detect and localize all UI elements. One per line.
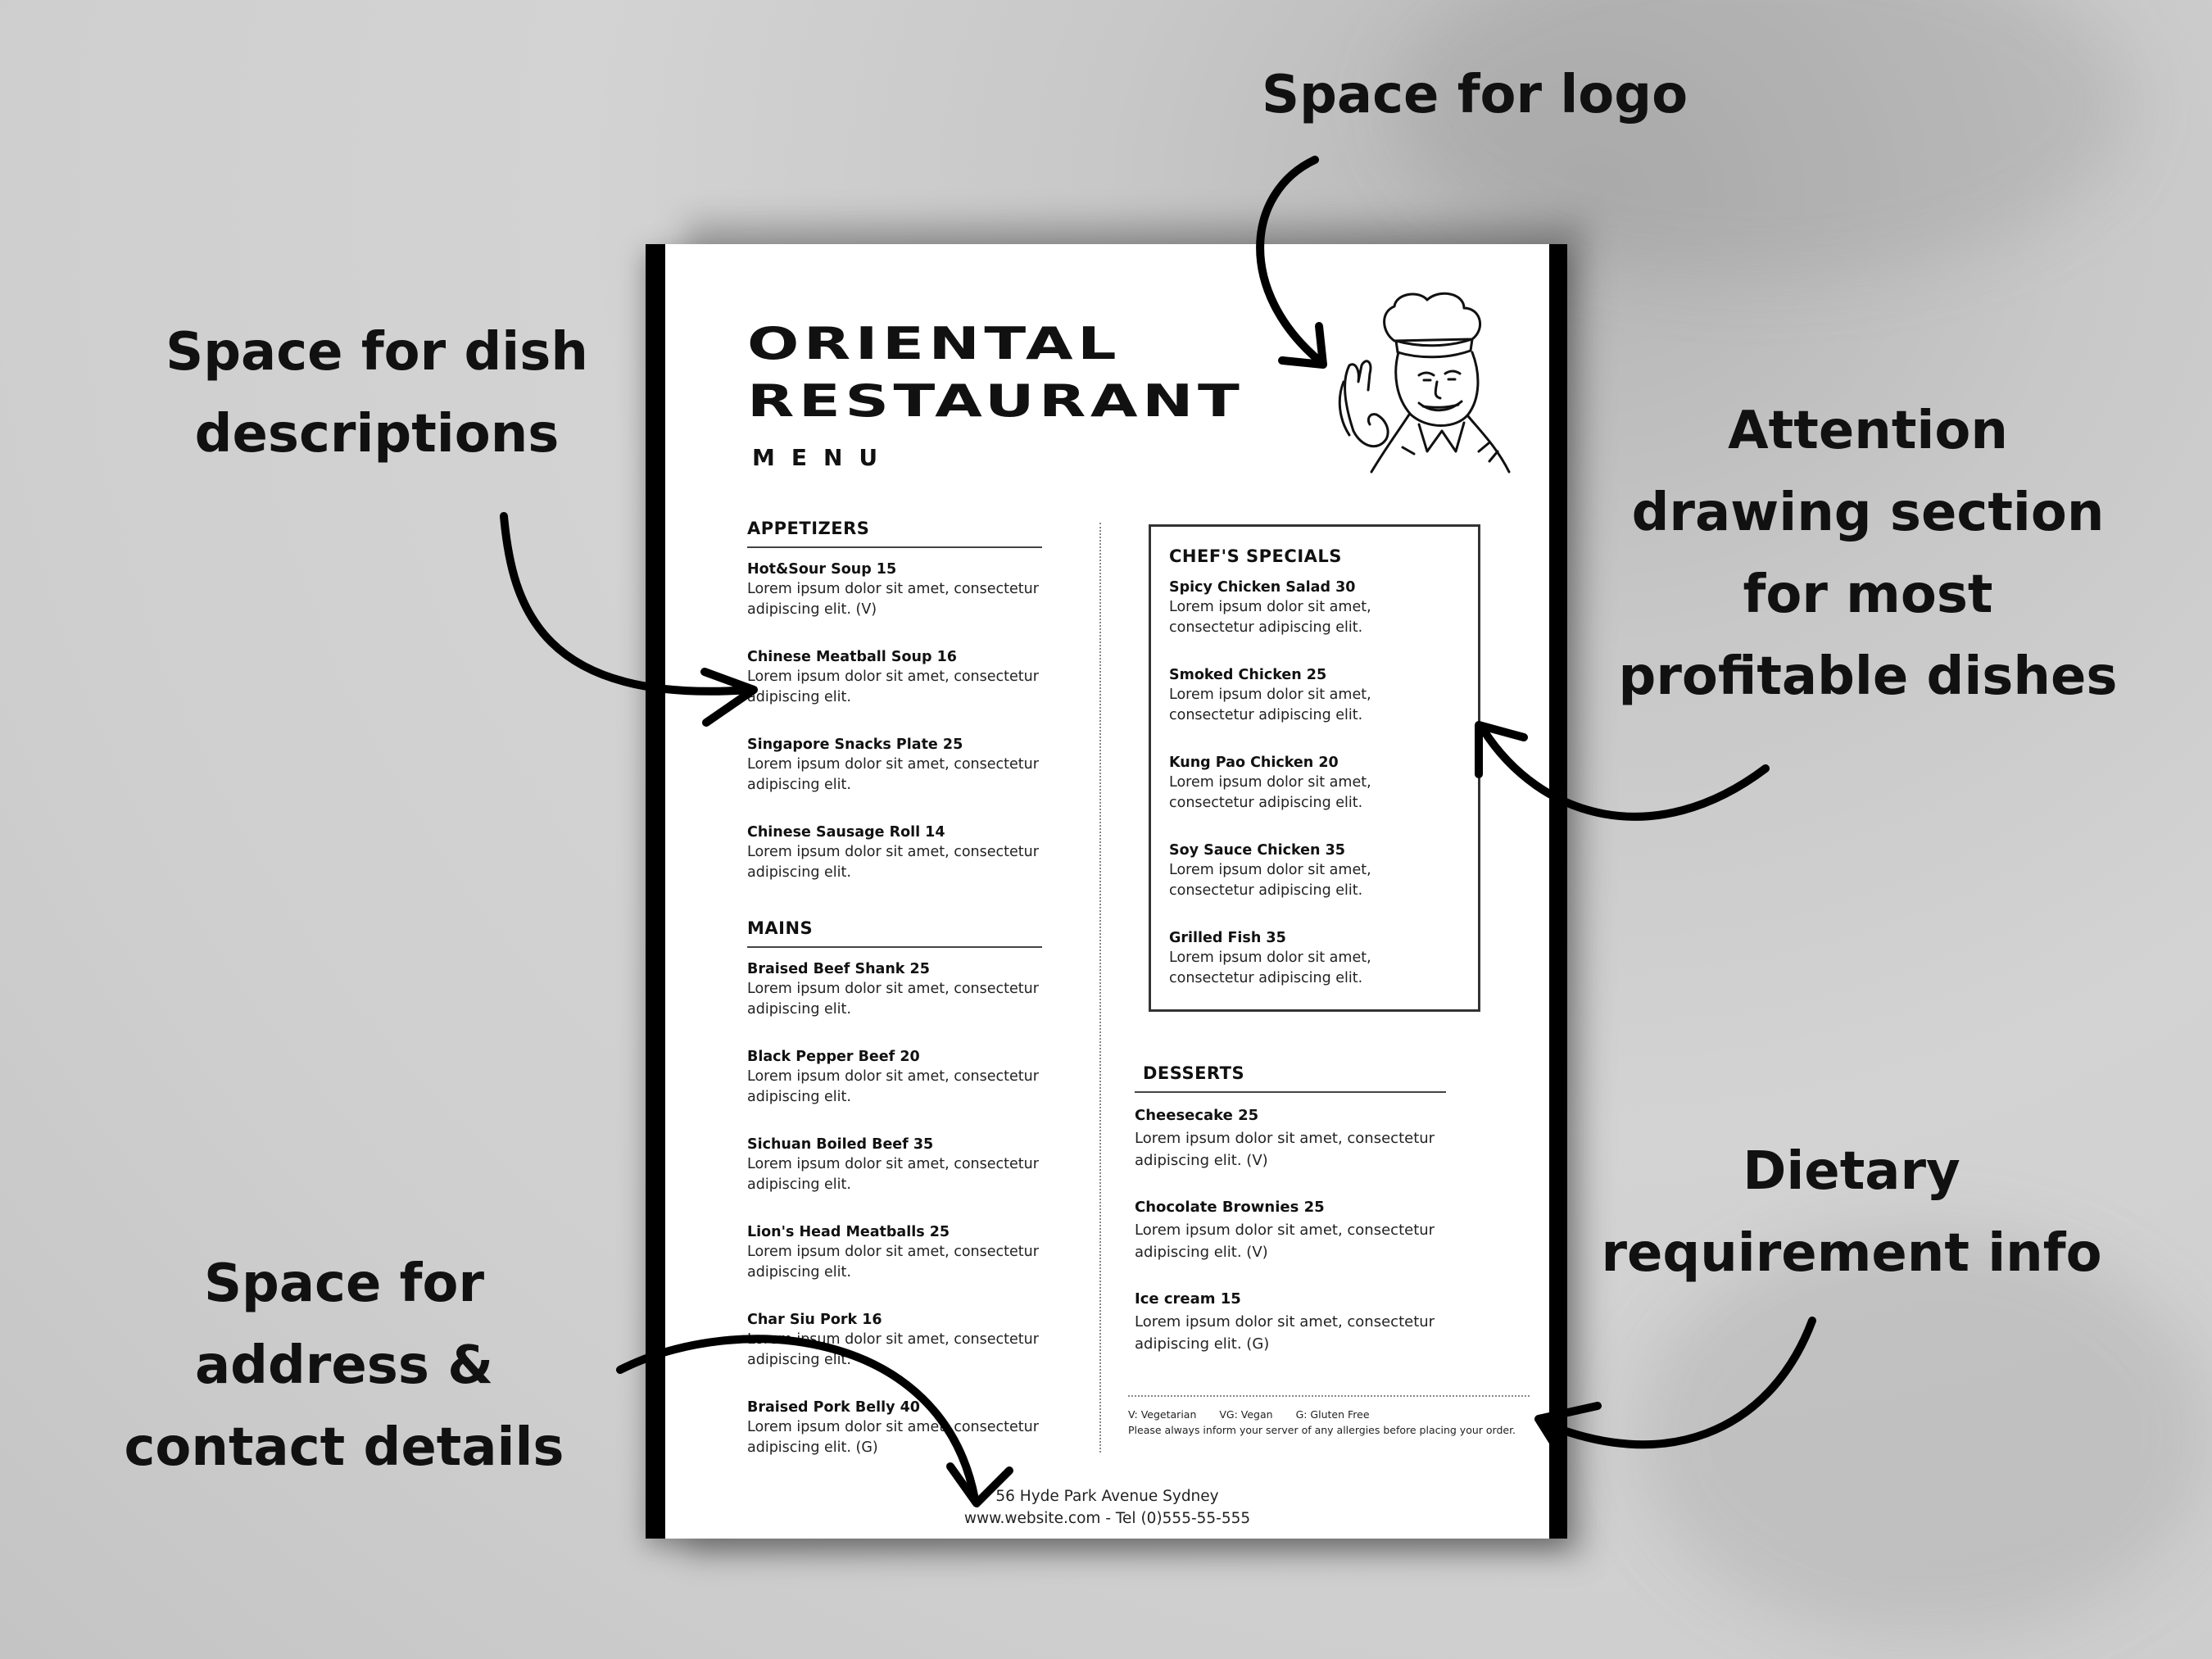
item-name: Char Siu Pork 16	[747, 1312, 882, 1328]
column-divider	[1099, 523, 1101, 1453]
item-name: Soy Sauce Chicken 35	[1169, 842, 1345, 859]
item-description: Lorem ipsum dolor sit amet, consectetur adipiscing elit.	[1169, 862, 1371, 899]
item-name: Chinese Meatball Soup 16	[747, 649, 957, 665]
menu-item	[747, 735, 1042, 796]
allergy-note: Please always inform your server of any allergies before placing your order.	[1128, 1424, 1516, 1436]
mains-heading: MAINS	[747, 918, 1042, 948]
dietary-keys	[1128, 1407, 1530, 1422]
item-name: Singapore Snacks Plate 25	[747, 737, 963, 753]
callout-attention: Attention drawing section for most profitable dishes	[1618, 401, 2118, 707]
menu-item	[747, 1222, 1042, 1283]
menu-item	[1169, 928, 1460, 989]
mains-section	[747, 918, 1042, 1485]
callout-logo: Space for logo	[1261, 65, 1688, 125]
item-description: Lorem ipsum dolor sit amet, consectetur adipiscing elit.	[747, 1244, 1039, 1281]
item-name: Braised Pork Belly 40	[747, 1399, 920, 1416]
chef-logo-icon	[1304, 283, 1517, 488]
desserts-heading: DESSERTS	[1135, 1063, 1446, 1093]
menu-item	[1169, 841, 1460, 901]
item-description: Lorem ipsum dolor sit amet, consectetur adipiscing elit.	[1169, 950, 1371, 986]
dietary-key: VG: Vegan	[1219, 1408, 1273, 1421]
menu-item	[1135, 1288, 1446, 1355]
item-name: Chocolate Brownies 25	[1135, 1199, 1325, 1216]
menu-item	[747, 560, 1042, 620]
menu-item	[1135, 1196, 1446, 1263]
dietary-key: G: Gluten Free	[1295, 1408, 1370, 1421]
menu-item	[1169, 665, 1460, 726]
item-description: Lorem ipsum dolor sit amet, consectetur adipiscing elit. (V)	[1135, 1130, 1435, 1169]
item-description: Lorem ipsum dolor sit amet, consectetur adipiscing elit. (V)	[747, 581, 1039, 618]
item-description: Lorem ipsum dolor sit amet, consectetur adipiscing elit. (V)	[1135, 1222, 1435, 1261]
item-name: Ice cream 15	[1135, 1290, 1241, 1308]
item-name: Hot&Sour Soup 15	[747, 561, 897, 578]
item-description: Lorem ipsum dolor sit amet, consectetur adipiscing elit.	[747, 669, 1039, 705]
chefs-specials-box	[1149, 524, 1480, 1012]
menu-item	[747, 1310, 1042, 1371]
dietary-key: V: Vegetarian	[1128, 1408, 1197, 1421]
item-name: Kung Pao Chicken 20	[1169, 755, 1339, 771]
item-description: Lorem ipsum dolor sit amet, consectetur adipiscing elit.	[1169, 687, 1371, 723]
item-description: Lorem ipsum dolor sit amet, consectetur adipiscing elit.	[1169, 599, 1371, 636]
menu-subtitle: MENU	[752, 444, 895, 471]
item-description: Lorem ipsum dolor sit amet, consectetur adipiscing elit.	[747, 981, 1039, 1018]
item-description: Lorem ipsum dolor sit amet, consectetur adipiscing elit.	[747, 756, 1039, 793]
item-name: Chinese Sausage Roll 14	[747, 824, 945, 841]
specials-heading: CHEF'S SPECIALS	[1169, 546, 1342, 566]
menu-item	[747, 1398, 1042, 1458]
item-name: Sichuan Boiled Beef 35	[747, 1136, 934, 1153]
callout-dish-descriptions: Space for dish descriptions	[165, 322, 588, 465]
item-description: Lorem ipsum dolor sit amet, consectetur adipiscing elit.	[747, 844, 1039, 881]
item-name: Braised Beef Shank 25	[747, 961, 930, 977]
restaurant-title: ORIENTAL RESTAURANT	[747, 318, 1244, 427]
item-name: Black Pepper Beef 20	[747, 1049, 920, 1065]
menu-item	[1135, 1104, 1446, 1172]
item-description: Lorem ipsum dolor sit amet, consectetur adipiscing elit.	[747, 1156, 1039, 1193]
address-line: 56 Hyde Park Avenue Sydney	[995, 1488, 1219, 1505]
item-name: Lion's Head Meatballs 25	[747, 1224, 950, 1240]
menu-item	[747, 647, 1042, 708]
item-description: Lorem ipsum dolor sit amet, consectetur adipiscing elit.	[747, 1068, 1039, 1105]
menu-item	[747, 823, 1042, 883]
menu-item	[747, 1135, 1042, 1195]
item-description: Lorem ipsum dolor sit amet, consectetur adipiscing elit.	[1169, 774, 1371, 811]
menu-item	[747, 959, 1042, 1020]
desserts-section	[1135, 1063, 1446, 1380]
menu-item	[747, 1047, 1042, 1108]
item-name: Cheesecake 25	[1135, 1107, 1259, 1124]
contact-line: www.website.com - Tel (0)555-55-555	[963, 1510, 1251, 1527]
item-description: Lorem ipsum dolor sit amet, consectetur adipiscing elit. (G)	[747, 1419, 1039, 1456]
appetizers-section	[747, 519, 1042, 910]
item-name: Smoked Chicken 25	[1169, 667, 1327, 683]
item-name: Spicy Chicken Salad 30	[1169, 579, 1356, 596]
menu-item	[1169, 578, 1460, 638]
menu-item	[1169, 753, 1460, 814]
contact-footer	[665, 1485, 1549, 1530]
dietary-info	[1128, 1395, 1530, 1438]
item-description: Lorem ipsum dolor sit amet, consectetur adipiscing elit.	[747, 1331, 1039, 1368]
menu-sheet	[646, 244, 1567, 1539]
appetizers-heading: APPETIZERS	[747, 519, 1042, 548]
callout-address: Space for address & contact details	[124, 1253, 564, 1478]
callout-dietary: Dietary requirement info	[1601, 1141, 2102, 1284]
item-name: Grilled Fish 35	[1169, 930, 1286, 946]
item-description: Lorem ipsum dolor sit amet, consectetur adipiscing elit. (G)	[1135, 1313, 1435, 1353]
